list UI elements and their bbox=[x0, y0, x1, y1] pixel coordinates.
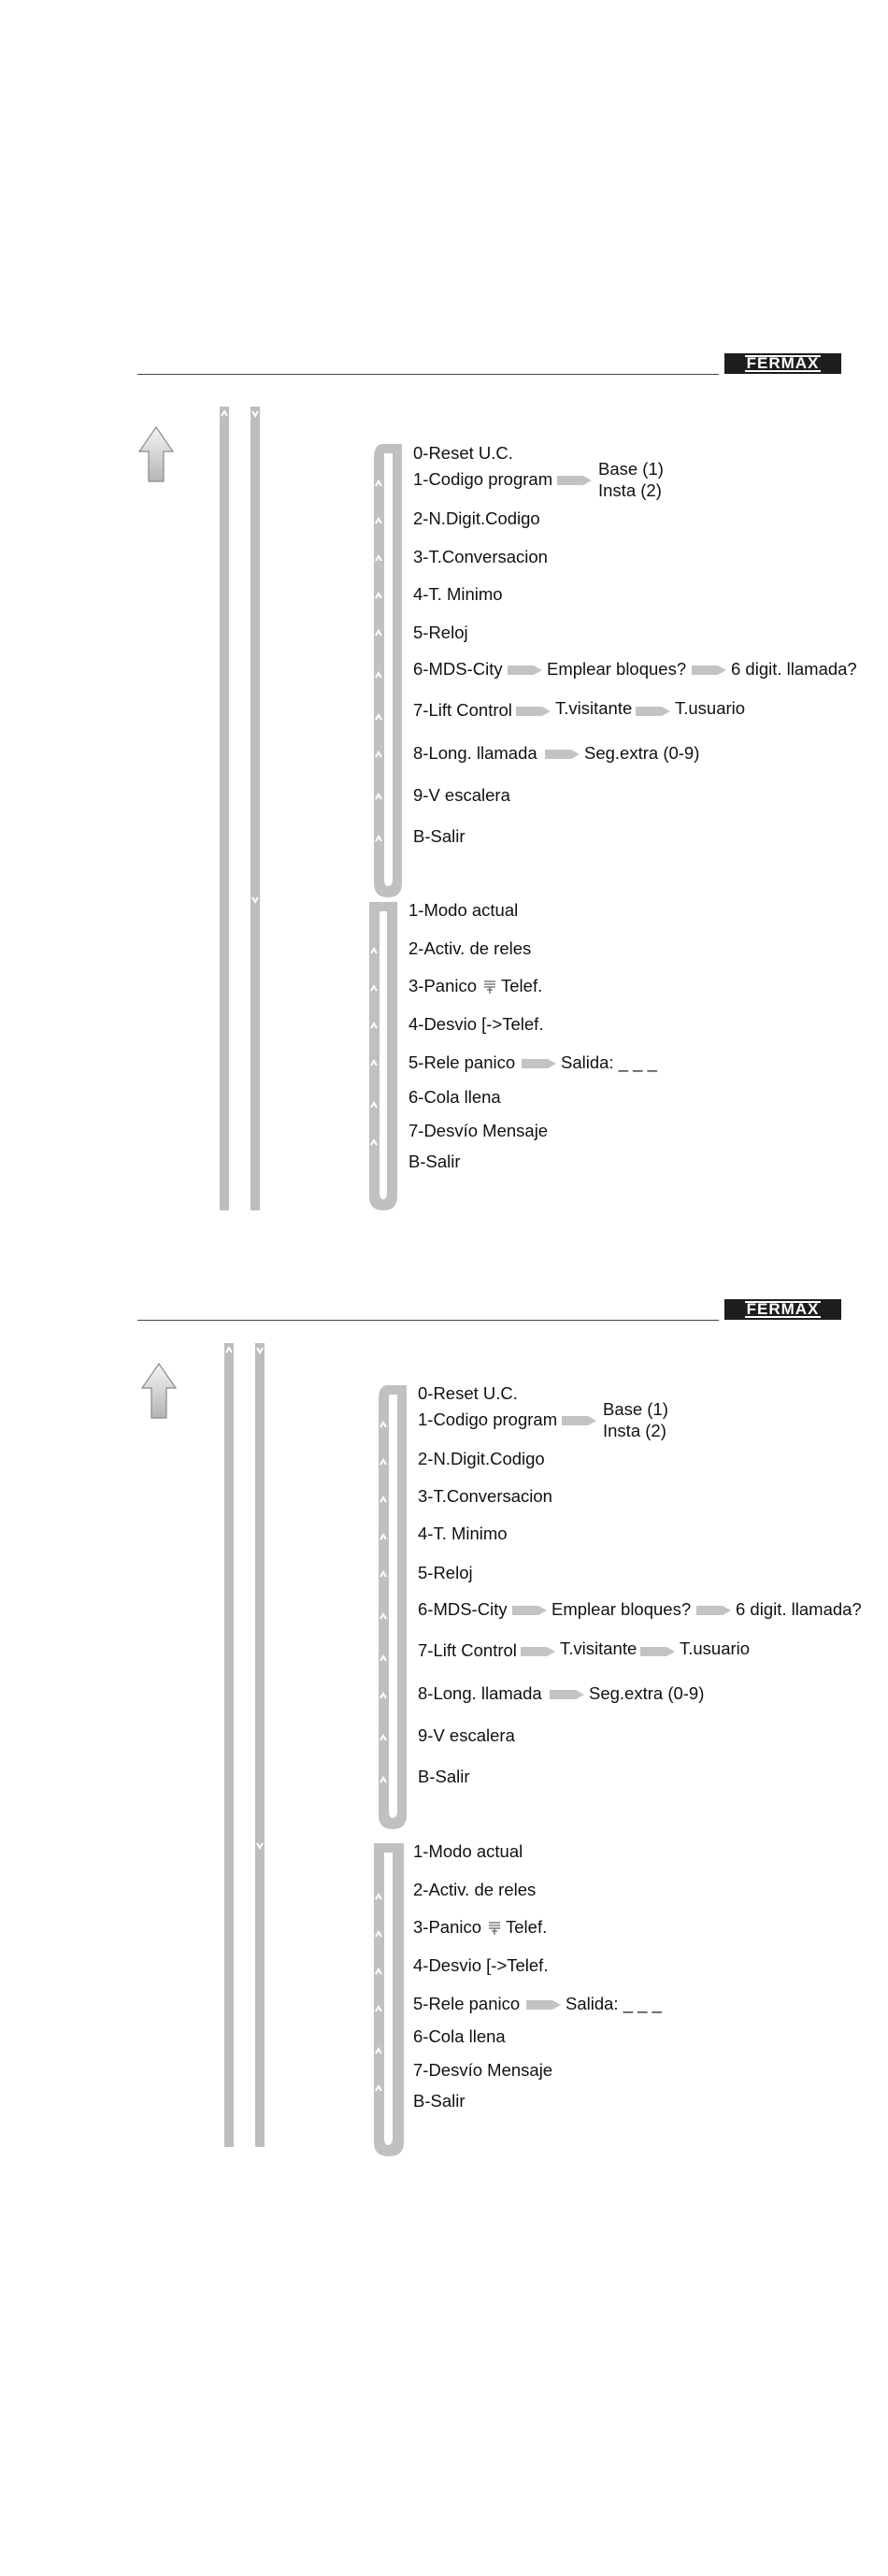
menu1-item-7-chain-0: T.visitante bbox=[560, 1639, 637, 1658]
menu1-item-1-sub-1: Insta (2) bbox=[603, 1421, 666, 1440]
arrow-icon bbox=[696, 1604, 732, 1617]
arrow-icon bbox=[521, 1645, 556, 1658]
menu1-item-5: 5-Reloj bbox=[418, 1563, 473, 1582]
brand-logo: FERMAX bbox=[724, 1299, 841, 1320]
menu2-item-0: 1-Modo actual bbox=[413, 1841, 523, 1861]
menu1-item-6-chain-0: Emplear bloques? bbox=[547, 659, 687, 679]
arrow-icon bbox=[508, 664, 543, 677]
menu2-item-4-chain-0: Salida: _ _ _ bbox=[566, 1994, 662, 2013]
menu1-item-9: 9-V escalera bbox=[418, 1725, 515, 1745]
menu1-item-0: 0-Reset U.C. bbox=[413, 443, 513, 463]
menu2-item-4-chain-0: Salida: _ _ _ bbox=[561, 1052, 657, 1072]
menu1-item-1-sub-1: Insta (2) bbox=[598, 480, 662, 500]
menu1-item-6: 6-MDS-City bbox=[418, 1599, 508, 1619]
menu1-item-1: 1-Codigo program bbox=[413, 469, 553, 489]
menu2-item-2-suffix: Telef. bbox=[506, 1917, 548, 1937]
menu1-item-8: 8-Long. llamada bbox=[413, 743, 537, 763]
menu2-item-5: 6-Cola llena bbox=[413, 2026, 506, 2046]
menu2-item-7: B-Salir bbox=[408, 1152, 461, 1171]
manual-page-section-1 bbox=[0, 354, 888, 1309]
menu1-item-2: 2-N.Digit.Codigo bbox=[413, 508, 540, 528]
menu1-item-10: B-Salir bbox=[413, 826, 465, 846]
menu2-item-1: 2-Activ. de reles bbox=[408, 938, 532, 958]
menu1-item-8: 8-Long. llamada bbox=[418, 1683, 542, 1703]
menu1-item-4: 4-T. Minimo bbox=[418, 1524, 508, 1543]
menu1-item-2: 2-N.Digit.Codigo bbox=[418, 1449, 545, 1468]
menu1-item-3: 3-T.Conversacion bbox=[413, 547, 548, 566]
menu1-item-7: 7-Lift Control bbox=[418, 1640, 517, 1660]
arrow-icon bbox=[522, 1057, 557, 1070]
menu-lines-icon bbox=[488, 1921, 501, 1936]
menu2-item-0: 1-Modo actual bbox=[408, 900, 519, 920]
menu1-item-1-sub-0: Base (1) bbox=[598, 459, 664, 479]
menu1-item-5: 5-Reloj bbox=[413, 623, 468, 642]
menu1-item-9: 9-V escalera bbox=[413, 785, 510, 805]
menu1-item-10: B-Salir bbox=[418, 1767, 470, 1786]
menu1-item-7-chain-0: T.visitante bbox=[555, 698, 633, 718]
menu1-item-0: 0-Reset U.C. bbox=[418, 1383, 518, 1403]
menu2-item-3: 4-Desvio [->Telef. bbox=[413, 1955, 549, 1975]
menu2-item-1: 2-Activ. de reles bbox=[413, 1880, 537, 1899]
arrow-icon bbox=[545, 748, 580, 761]
arrow-icon bbox=[692, 664, 727, 677]
menu1-item-8-chain-0: Seg.extra (0-9) bbox=[584, 743, 700, 763]
menu1-item-6-chain-1: 6 digit. llamada? bbox=[731, 659, 857, 679]
brand-logo: FERMAX bbox=[724, 353, 841, 374]
menu2-item-4: 5-Rele panico bbox=[408, 1052, 516, 1072]
menu2-item-2: 3-Panico bbox=[408, 976, 478, 995]
menu1-item-7-chain-1: T.usuario bbox=[680, 1639, 751, 1658]
menu2-item-2-suffix: Telef. bbox=[501, 976, 543, 995]
menu1-item-4: 4-T. Minimo bbox=[413, 584, 503, 604]
arrow-icon bbox=[636, 705, 671, 718]
arrow-icon bbox=[526, 1998, 562, 2011]
arrow-icon bbox=[512, 1604, 548, 1617]
menu2-item-3: 4-Desvio [->Telef. bbox=[408, 1014, 544, 1034]
menu1-item-1: 1-Codigo program bbox=[418, 1410, 558, 1429]
menu1-item-1-sub-0: Base (1) bbox=[603, 1399, 668, 1419]
menu1-item-3: 3-T.Conversacion bbox=[418, 1486, 552, 1506]
arrow-icon bbox=[557, 474, 593, 487]
menu1-item-7: 7-Lift Control bbox=[413, 700, 512, 720]
arrow-icon bbox=[516, 705, 551, 718]
arrow-icon bbox=[640, 1645, 676, 1658]
arrow-icon bbox=[562, 1414, 597, 1427]
menu1-item-6: 6-MDS-City bbox=[413, 659, 503, 679]
menu2-item-4: 5-Rele panico bbox=[413, 1994, 521, 2013]
menu1-item-6-chain-1: 6 digit. llamada? bbox=[736, 1599, 862, 1619]
arrow-icon bbox=[550, 1688, 585, 1701]
menu2-item-7: B-Salir bbox=[413, 2091, 465, 2111]
menu2-item-5: 6-Cola llena bbox=[408, 1087, 501, 1107]
menu1-item-7-chain-1: T.usuario bbox=[675, 698, 746, 718]
menu-lines-icon bbox=[483, 980, 496, 995]
menu2-item-2: 3-Panico bbox=[413, 1917, 482, 1937]
menu1-item-8-chain-0: Seg.extra (0-9) bbox=[589, 1683, 705, 1703]
menu1-item-6-chain-0: Emplear bloques? bbox=[551, 1599, 692, 1619]
menu2-item-6: 7-Desvío Mensaje bbox=[413, 2060, 553, 2080]
menu2-item-6: 7-Desvío Mensaje bbox=[408, 1121, 549, 1140]
manual-page-section-2 bbox=[0, 1300, 888, 2254]
